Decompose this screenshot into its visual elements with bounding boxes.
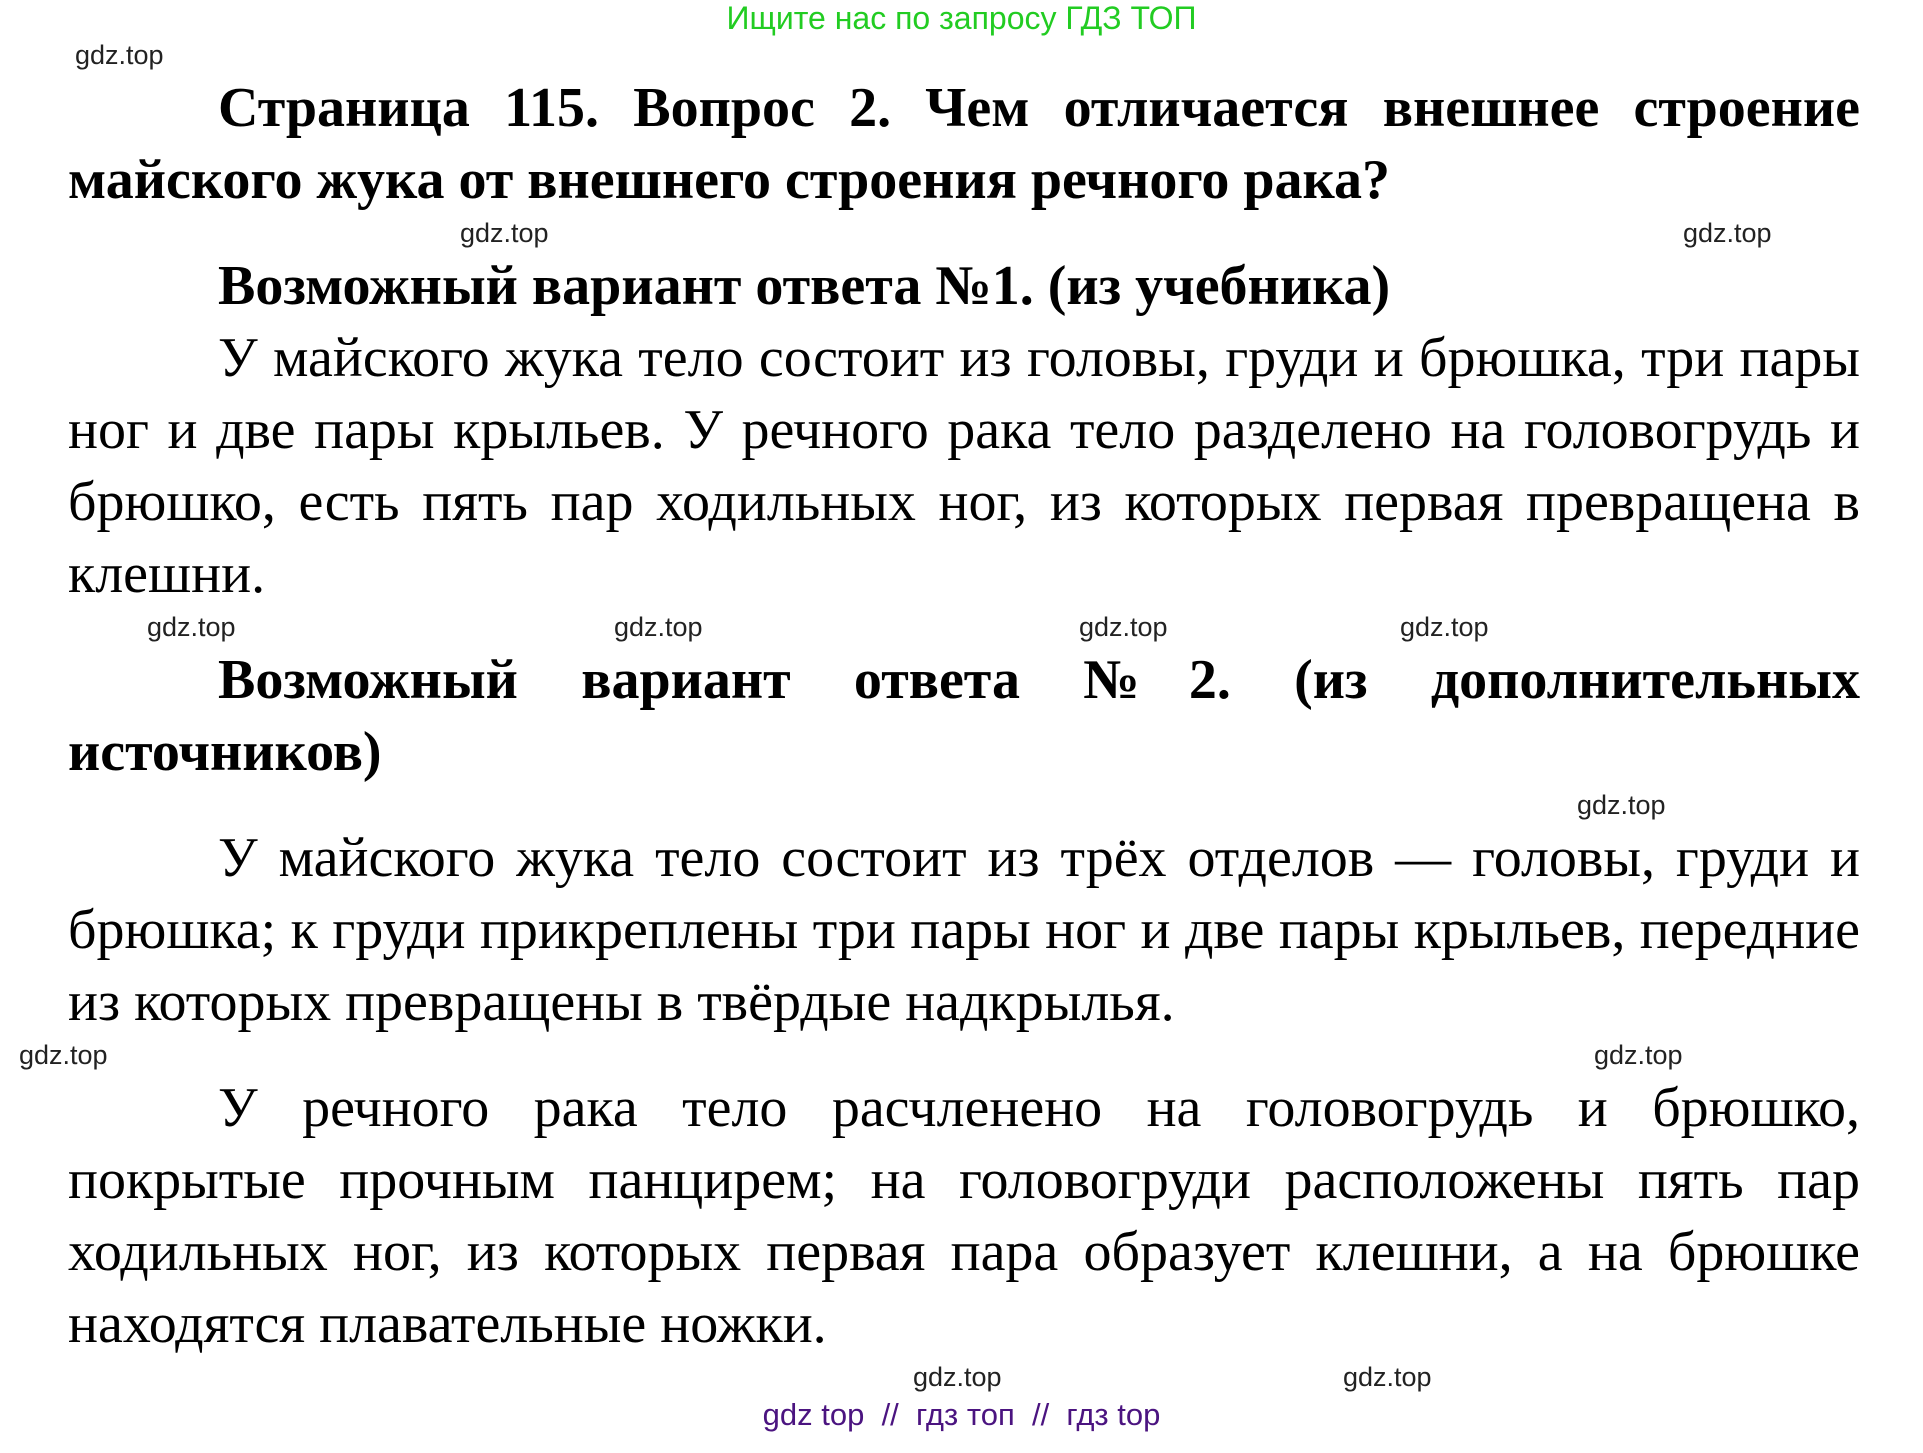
watermark-row [0,610,1923,644]
answer1-heading: Возможный вариант ответа №1. (из учебника) [218,255,1391,317]
answer2-paragraph-1: У майского жука тело состоит из трёх отделов — головы, груди и брюшка; к груди прикреплены три пары ног и две пары крыльев, передние из которых превращены в твёрдые надкрылья. [68,827,1860,1033]
answer2-heading: Возможный вариант ответа №2. (из дополнительных источников) [68,649,1860,783]
watermark-row [0,1360,1923,1394]
answer1-text: У майского жука тело состоит из головы, груди и брюшка, три пары ног и две пары крыльев. У речного рака тело разделено на головогрудь и брюшко, есть пять пар ходильных ног, из которых первая превращена в клешни. [68,327,1860,605]
watermark: gdz.top [460,218,549,248]
watermark-row [0,216,1923,250]
watermark: gdz.top [75,40,164,70]
footer-links: gdz top // гдз топ // гдз top [762,1397,1161,1432]
watermark: gdz.top [1079,612,1168,642]
question-title: Страница 115. Вопрос 2. Чем отличается внешнее строение майского жука от внешнего строения речного рака? [68,77,1860,211]
watermark-row [0,788,1923,822]
watermark: gdz.top [19,1040,108,1070]
watermark: gdz.top [913,1362,1002,1392]
watermark: gdz.top [1343,1362,1432,1392]
watermark: gdz.top [1594,1040,1683,1070]
watermark-row [0,1038,1923,1072]
watermark-row [0,38,1923,72]
watermark: gdz.top [1400,612,1489,642]
watermark: gdz.top [614,612,703,642]
watermark: gdz.top [147,612,236,642]
watermark: gdz.top [1577,790,1666,820]
watermark: gdz.top [1683,218,1772,248]
search-banner: Ищите нас по запросу ГДЗ ТОП [726,0,1197,36]
answer2-paragraph-2: У речного рака тело расчленено на головогрудь и брюшко, покрытые прочным панцирем; на головогруди расположены пять пар ходильных ног, из которых первая пара образует клешни, а на брюшке находятся плавательные ножки. [68,1077,1860,1355]
